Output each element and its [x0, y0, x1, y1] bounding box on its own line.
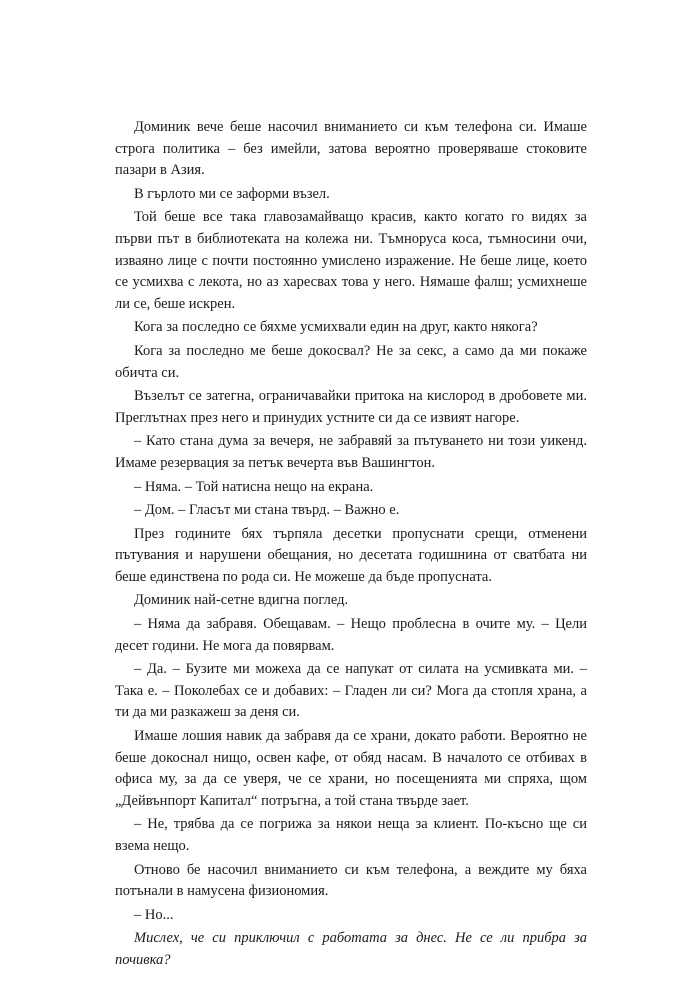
- italic-thought-paragraph: Мислех, че си приключил с работата за днес. Не се ли прибра за почивка?: [115, 930, 587, 968]
- dialogue-paragraph: – Не, трябва да се погрижа за някои неща за клиент. По-късно ще си взема нещо.: [115, 816, 587, 854]
- paragraph: В гърлото ми се заформи възел.: [134, 185, 330, 202]
- paragraph: Отново бе насочил вниманието си към телефона, а веждите му бяха потънали в намусена физиономия.: [115, 861, 587, 900]
- dialogue-paragraph: – Няма да забравя. Обещавам. – Нещо проблесна в очите му. – Цели десет години. Не мога да повярвам.: [115, 616, 587, 654]
- paragraph: Доминик вече беше насочил вниманието си към телефона си. Имаше строга политика – без имейли, затова вероятно проверяваше стоковите пазари в Азия.: [115, 119, 587, 179]
- paragraph: Имаше лошия навик да забравя да се храни, докато работи. Вероятно не беше докоснал нищо, освен кафе, от обяд насам. В началото се отбивах в офиса му, за да се уверя, че се храни, но посещенията ми спряха, щом „Дейвънпорт Капитал“ потръгна, а той стана твърде зает.: [115, 728, 587, 809]
- paragraph: През годините бях търпяла десетки пропуснати срещи, отменени пътувания и нарушени обещания, но десетата годишнина от сватбата ни беше единствена по рода си. Не можеше да бъде пропусната.: [115, 525, 587, 585]
- paragraph: Доминик най-сетне вдигна поглед.: [134, 592, 349, 609]
- paragraph: Възелът се затегна, ограничавайки притока на кислород в дробовете ми. Преглътнах през него и принудих устните си да се извият нагоре.: [115, 388, 587, 426]
- dialogue-paragraph: – Да. – Бузите ми можеха да се напукат от силата на усмивката ми. – Така е. – Поколебах се и добавих: – Гладен ли си? Мога да стопля храна, а ти да ми разкажеш за деня си.: [115, 661, 587, 721]
- paragraph: Кога за последно ме беше докосвал? Не за секс, а само да ми покаже обичта си.: [115, 342, 587, 381]
- dialogue-paragraph: – Но...: [134, 906, 174, 923]
- paragraph: Той беше все така главозамайващо красив, както когато го видях за първи път в библиотеката на колежа ни. Тъмноруса коса, тъмносини очи, изваяно лице с почти постоянно умислено изражение. Не беше лице, което се усмихва с лекота, но аз харесвах това у него. Нямаше фалш; усмихнеше ли се, беше искрен.: [115, 209, 587, 312]
- dialogue-paragraph: – Като стана дума за вечеря, не забравяй за пътуването ни този уикенд. Имаме резервация за петък вечерта във Вашингтон.: [115, 433, 587, 471]
- body-text: [115, 117, 587, 974]
- dialogue-paragraph: – Няма. – Той натисна нещо на екрана.: [134, 478, 374, 495]
- dialogue-paragraph: – Дом. – Гласът ми стана твърд. – Важно е.: [134, 502, 400, 519]
- paragraph: Кога за последно се бяхме усмихвали един на друг, както някога?: [134, 319, 538, 336]
